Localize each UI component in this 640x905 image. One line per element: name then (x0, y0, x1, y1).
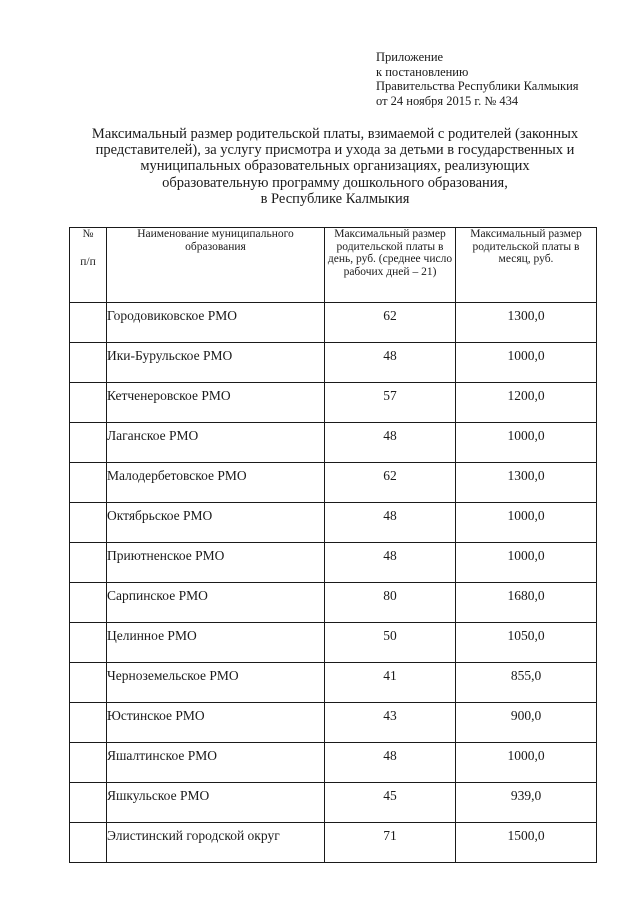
row-number-cell (70, 703, 107, 743)
row-number-cell (70, 663, 107, 703)
municipality-name: Элистинский городской округ (107, 823, 325, 863)
monthly-fee: 1680,0 (456, 583, 597, 623)
municipality-name: Яшкульское РМО (107, 783, 325, 823)
monthly-fee: 1000,0 (456, 343, 597, 383)
table-row (70, 663, 597, 703)
municipality-name: Яшалтинское РМО (107, 743, 325, 783)
daily-fee: 41 (325, 663, 456, 703)
appendix-line: Приложение (376, 50, 444, 64)
municipality-name: Кетченеровское РМО (107, 383, 325, 423)
row-number-cell (70, 303, 107, 343)
appendix-line: Правительства Республики Калмыкия (376, 79, 579, 93)
table-row (70, 463, 597, 503)
header-month-fee: Максимальный размер родительской платы в месяц, руб. (456, 228, 597, 303)
row-number-cell (70, 463, 107, 503)
daily-fee: 57 (325, 383, 456, 423)
monthly-fee: 1000,0 (456, 543, 597, 583)
table-header-row (70, 228, 597, 303)
header-number-sign: № (82, 228, 94, 240)
daily-fee: 48 (325, 503, 456, 543)
table-row (70, 543, 597, 583)
header-name: Наименование муниципального образования (107, 228, 325, 303)
monthly-fee: 1000,0 (456, 503, 597, 543)
header-number (70, 228, 107, 303)
title-line: Максимальный размер родительской платы, взимаемой с родителей (законных (91, 126, 579, 142)
table-row (70, 383, 597, 423)
daily-fee: 80 (325, 583, 456, 623)
daily-fee: 48 (325, 543, 456, 583)
table-row (70, 303, 597, 343)
daily-fee: 62 (325, 303, 456, 343)
municipality-name: Сарпинское РМО (107, 583, 325, 623)
row-number-cell (70, 343, 107, 383)
monthly-fee: 855,0 (456, 663, 597, 703)
row-number-cell (70, 503, 107, 543)
monthly-fee: 1000,0 (456, 423, 597, 463)
table-row (70, 623, 597, 663)
municipality-name: Ики-Бурульское РМО (107, 343, 325, 383)
row-number-cell (70, 623, 107, 663)
daily-fee: 45 (325, 783, 456, 823)
table-row (70, 823, 597, 863)
monthly-fee: 1000,0 (456, 743, 597, 783)
table-row (70, 783, 597, 823)
municipality-name: Городовиковское РМО (107, 303, 325, 343)
municipality-name: Юстинское РМО (107, 703, 325, 743)
monthly-fee: 939,0 (456, 783, 597, 823)
appendix-line: от 24 ноября 2015 г. № 434 (376, 93, 519, 108)
row-number-cell (70, 423, 107, 463)
row-number-cell (70, 543, 107, 583)
table-row (70, 743, 597, 783)
header-number-label: п/п (80, 255, 96, 268)
municipality-name: Малодербетовское РМО (107, 463, 325, 503)
municipality-name: Целинное РМО (107, 623, 325, 663)
monthly-fee: 1300,0 (456, 463, 597, 503)
municipality-name: Приютненское РМО (107, 543, 325, 583)
municipality-name: Черноземельское РМО (107, 663, 325, 703)
monthly-fee: 1500,0 (456, 823, 597, 863)
appendix-line: к постановлению (376, 64, 469, 79)
row-number-cell (70, 743, 107, 783)
appendix-block (376, 50, 579, 108)
table-row (70, 503, 597, 543)
row-number-cell (70, 583, 107, 623)
monthly-fee: 900,0 (456, 703, 597, 743)
daily-fee: 48 (325, 343, 456, 383)
municipality-name: Октябрьское РМО (107, 503, 325, 543)
monthly-fee: 1200,0 (456, 383, 597, 423)
daily-fee: 71 (325, 823, 456, 863)
title-line: в Республике Калмыкия (260, 190, 410, 207)
daily-fee: 48 (325, 423, 456, 463)
row-number-cell (70, 823, 107, 863)
document-title (72, 126, 598, 207)
monthly-fee: 1300,0 (456, 303, 597, 343)
municipality-name: Лаганское РМО (107, 423, 325, 463)
title-line: представителей), за услугу присмотра и ухода за детьми в государственных и (95, 142, 575, 159)
title-line: образовательную программу дошкольного образования, (162, 174, 508, 191)
fee-table (69, 227, 597, 863)
table-row (70, 583, 597, 623)
row-number-cell (70, 783, 107, 823)
table-row (70, 343, 597, 383)
row-number-cell (70, 383, 107, 423)
table-row (70, 703, 597, 743)
monthly-fee: 1050,0 (456, 623, 597, 663)
title-line: муниципальных образовательных организациях, реализующих (140, 158, 530, 175)
daily-fee: 50 (325, 623, 456, 663)
daily-fee: 43 (325, 703, 456, 743)
header-day-fee: Максимальный размер родительской платы в день, руб. (среднее число рабочих дней – 21) (325, 228, 456, 303)
daily-fee: 48 (325, 743, 456, 783)
table-row (70, 423, 597, 463)
daily-fee: 62 (325, 463, 456, 503)
